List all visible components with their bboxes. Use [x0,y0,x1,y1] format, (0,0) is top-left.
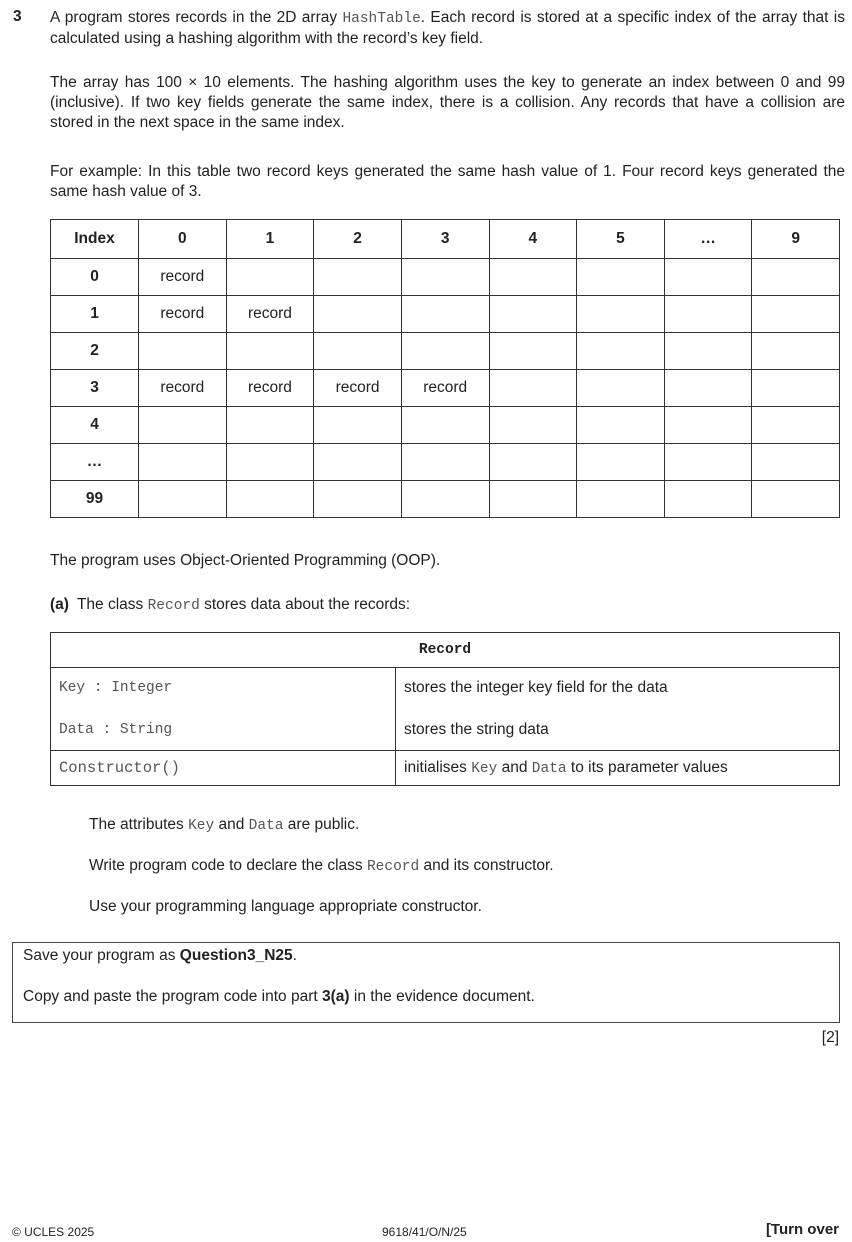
hash-table-row [51,407,840,444]
header-cell: 0 [139,220,227,259]
header-cell: … [664,220,752,259]
table-cell [139,407,227,444]
header-cell: 1 [226,220,314,259]
table-cell [752,481,840,518]
part-a-label: (a) [50,596,69,613]
table-cell [226,481,314,518]
table-cell [314,444,402,481]
part-reference: 3(a) [322,988,350,1005]
intro-paragraph-2: The array has 100 × 10 elements. The hashing algorithm uses the key to generate an index between 0 and 99 (inclusive). If two key fields generate the same index, there is a collision. Any records that have a collision are stored in the next space in the same index. [50,74,845,131]
note-text: The attributes [89,816,189,833]
task-instruction [89,857,554,875]
save-text-end: . [292,947,297,964]
table-cell [314,333,402,370]
table-cell: record [139,259,227,296]
table-cell [664,296,752,333]
hash-table-row [51,444,840,481]
class-name-header: Record [51,633,840,668]
table-cell [139,481,227,518]
table-cell [139,333,227,370]
table-cell [401,259,489,296]
intro-paragraph-3: For example: In this table two record keys generated the same hash value of 1. Four record keys generated the same hash value of 3. [50,163,845,200]
hash-table-row [51,370,840,407]
table-cell [577,444,665,481]
attribute-key: Key : Integer [59,680,173,696]
table-cell [664,370,752,407]
intro-text-cont: . Each record is stored at a specific index of the array that is calculated using a hashing algorithm with the record’s key field. [50,9,845,47]
table-cell [489,370,577,407]
table-cell: record [314,370,402,407]
index-cell: … [51,444,139,481]
table-cell [489,333,577,370]
header-cell: 4 [489,220,577,259]
table-cell [401,333,489,370]
method-desc-text: to its parameter values [566,759,728,776]
public-attributes-note [89,816,359,834]
table-cell [489,259,577,296]
note-text: and [214,816,249,833]
table-cell [752,370,840,407]
question-number: 3 [13,8,22,25]
table-cell [752,333,840,370]
table-cell [226,333,314,370]
hash-table-row [51,296,840,333]
attributes-cell [51,668,396,751]
record-code: Record [366,859,420,875]
method-constructor-desc [396,751,840,786]
part-a-text-cont: stores data about the records: [199,596,411,613]
save-instructions-box [12,942,840,1023]
paste-text: Copy and paste the program code into part [23,988,322,1005]
paste-text-end: in the evidence document. [349,988,535,1005]
table-cell [664,444,752,481]
index-cell: 3 [51,370,139,407]
table-cell [752,407,840,444]
footer-copyright: © UCLES 2025 [12,1225,95,1239]
index-cell: 99 [51,481,139,518]
table-cell [139,444,227,481]
table-cell [401,296,489,333]
attribute-data: Data : String [59,722,173,738]
table-cell [314,481,402,518]
table-cell [664,407,752,444]
key-code: Key [188,818,215,834]
paste-line [23,988,535,1006]
table-cell [752,296,840,333]
table-cell [664,481,752,518]
method-desc-text: and [497,759,532,776]
task-text: and its constructor. [419,857,554,874]
table-cell [226,444,314,481]
table-cell [664,333,752,370]
method-constructor: Constructor() [51,751,396,786]
table-cell [577,481,665,518]
index-cell: 2 [51,333,139,370]
table-cell [489,481,577,518]
intro-text: A program stores records in the 2D array [50,9,343,26]
task-text: Write program code to declare the class [89,857,367,874]
filename: Question3_N25 [179,947,293,964]
table-cell [489,444,577,481]
intro-paragraph-1 [50,8,845,49]
constructor-instruction: Use your programming language appropriate constructor. [89,898,482,915]
table-cell [314,259,402,296]
part-a-intro [50,596,410,614]
table-cell: record [226,370,314,407]
header-cell: 5 [577,220,665,259]
header-cell: 3 [401,220,489,259]
hashtable-code: HashTable [342,11,421,27]
index-cell: 4 [51,407,139,444]
index-cell: 0 [51,259,139,296]
hash-table-row [51,481,840,518]
note-text: are public. [283,816,360,833]
table-cell [489,407,577,444]
attribute-descriptions-cell [396,668,840,751]
table-cell: record [226,296,314,333]
hash-table-header-row [51,220,840,259]
table-cell [577,370,665,407]
table-cell [489,296,577,333]
class-diagram-table [50,632,840,786]
table-cell [314,407,402,444]
oop-statement: The program uses Object-Oriented Programming (OOP). [50,552,441,569]
table-cell [226,259,314,296]
table-cell [577,296,665,333]
table-cell: record [139,370,227,407]
method-desc-text: initialises [404,759,472,776]
save-text: Save your program as [23,947,180,964]
header-cell: 2 [314,220,402,259]
data-code: Data [531,761,567,777]
header-cell: 9 [752,220,840,259]
hash-table-row [51,333,840,370]
table-cell: record [401,370,489,407]
data-code: Data [248,818,284,834]
table-cell [577,259,665,296]
table-cell [314,296,402,333]
table-cell [577,333,665,370]
save-line [23,947,297,965]
hash-table [50,219,840,518]
key-code: Key [471,761,498,777]
table-cell [577,407,665,444]
footer-turn-over: [Turn over [765,1221,839,1238]
table-cell [401,444,489,481]
header-cell: Index [51,220,139,259]
table-cell [226,407,314,444]
table-cell [664,259,752,296]
table-cell [401,481,489,518]
attribute-data-desc: stores the string data [404,721,549,738]
hash-table-row [51,259,840,296]
table-cell: record [139,296,227,333]
marks-allocation: [2] [821,1029,839,1046]
table-cell [401,407,489,444]
table-cell [752,444,840,481]
index-cell: 1 [51,296,139,333]
table-cell [752,259,840,296]
record-code: Record [147,598,200,614]
footer-paper-code: 9618/41/O/N/25 [382,1225,467,1239]
attribute-key-desc: stores the integer key field for the data [404,679,668,696]
part-a-text: The class [76,596,148,613]
